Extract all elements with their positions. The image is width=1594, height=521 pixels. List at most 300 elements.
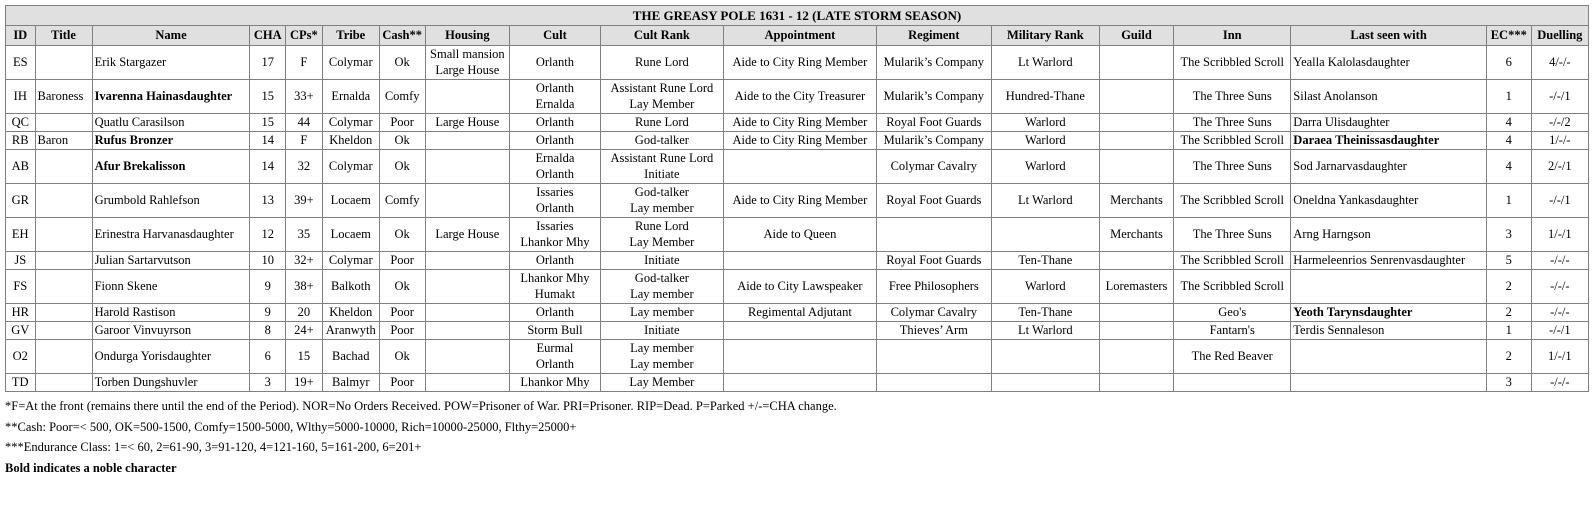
cell-name: Rufus Bronzer (92, 132, 250, 150)
cell-housing (425, 304, 510, 322)
cell-inn: Geo's (1174, 304, 1291, 322)
cell-cult-rank-line: Lay member (630, 304, 694, 319)
cell-regiment: Colymar Cavalry (876, 150, 991, 184)
table-row (6, 218, 1589, 252)
cell-cult-rank-line: Rune Lord (634, 114, 689, 129)
cell-cult-rank-line: God-talker (634, 132, 689, 147)
footnote-status: *F=At the front (remains there until the end of the Period). NOR=No Orders Received. POW=Prisoner of War. PRI=Prisoner. RIP=Dead. P=Parked +/-=CHA change. (5, 399, 837, 413)
footnote-endurance: ***Endurance Class: 1=< 60, 2=61-90, 3=91-120, 4=121-160, 5=161-200, 6=201+ (5, 440, 422, 454)
cell-title (35, 304, 92, 322)
cell-tribe: Balmyr (322, 374, 379, 392)
cell-regiment (876, 340, 991, 374)
column-header: Name (92, 26, 250, 46)
cell-cult-rank-line: Lay member (630, 356, 694, 371)
cell-ec: 4 (1486, 132, 1531, 150)
cell-id: GV (6, 322, 36, 340)
cell-cult-line: Orlanth (535, 252, 575, 267)
table-row (6, 322, 1589, 340)
cell-cult-rank (600, 184, 723, 218)
cell-military-rank: Warlord (991, 150, 1099, 184)
cell-cps: 32 (286, 150, 323, 184)
cell-military-rank: Ten-Thane (991, 252, 1099, 270)
cell-cult-line: Orlanth (535, 81, 575, 95)
cell-cha: 15 (250, 80, 286, 114)
cell-inn: The Scribbled Scroll (1174, 184, 1291, 218)
cell-cult-line: Orlanth (535, 54, 575, 69)
footnote-cash: **Cash: Poor=< 500, OK=500-1500, Comfy=1500-5000, Wlthy=5000-10000, Rich=10000-25000, Flthy=25000+ (5, 419, 577, 434)
cell-cult (510, 218, 601, 252)
cell-appointment: Aide to City Ring Member (724, 184, 877, 218)
table-title: THE GREASY POLE 1631 - 12 (LATE STORM SEASON) (6, 6, 1589, 26)
cell-guild (1099, 114, 1173, 132)
cell-id: QC (6, 114, 36, 132)
cell-name: Torben Dungshuvler (92, 374, 250, 392)
cell-guild (1099, 304, 1173, 322)
cell-last-seen: Harmeleenrios Senrenvasdaughter (1291, 252, 1487, 270)
cell-appointment: Aide to City Ring Member (724, 46, 877, 80)
cell-military-rank: Lt Warlord (991, 322, 1099, 340)
cell-duelling: -/-/1 (1531, 184, 1588, 218)
cell-tribe: Kheldon (322, 304, 379, 322)
cell-ec: 2 (1486, 304, 1531, 322)
cell-guild (1099, 80, 1173, 114)
cell-last-seen: Darra Ulisdaughter (1291, 114, 1487, 132)
cell-cult-rank (600, 270, 723, 304)
cell-cash: Poor (379, 114, 425, 132)
cell-cult (510, 304, 601, 322)
cell-name: Erinestra Harvanasdaughter (92, 218, 250, 252)
cell-duelling: -/-/- (1531, 252, 1588, 270)
cell-appointment: Regimental Adjutant (724, 304, 877, 322)
cell-title (35, 340, 92, 374)
cell-housing (425, 252, 510, 270)
cell-inn: The Scribbled Scroll (1174, 132, 1291, 150)
column-header: CHA (250, 26, 286, 46)
column-header: CPs* (286, 26, 323, 46)
cell-housing-line: Large House (435, 62, 500, 77)
cell-name: Ivarenna Hainasdaughter (92, 80, 250, 114)
column-header-row (6, 26, 1589, 46)
cell-cult-line: Ernalda (535, 96, 575, 111)
cell-id: JS (6, 252, 36, 270)
cell-inn: The Three Suns (1174, 80, 1291, 114)
cell-housing (425, 374, 510, 392)
cell-guild: Loremasters (1099, 270, 1173, 304)
cell-cha: 10 (250, 252, 286, 270)
cell-tribe: Locaem (322, 218, 379, 252)
cell-cult (510, 150, 601, 184)
cell-ec: 1 (1486, 184, 1531, 218)
cell-housing (425, 184, 510, 218)
cell-name: Harold Rastison (92, 304, 250, 322)
cell-inn: The Three Suns (1174, 150, 1291, 184)
cell-last-seen: Oneldna Yankasdaughter (1291, 184, 1487, 218)
cell-cult-rank-line: God-talker (634, 271, 689, 285)
cell-id: ES (6, 46, 36, 80)
cell-cult-line: Lhankor Mhy (520, 234, 590, 249)
table-row (6, 114, 1589, 132)
footnotes (5, 396, 1589, 478)
cell-name: Julian Sartarvutson (92, 252, 250, 270)
cell-guild (1099, 132, 1173, 150)
cell-appointment: Aide to City Lawspeaker (724, 270, 877, 304)
cell-id: IH (6, 80, 36, 114)
cell-cult-line: Ernalda (535, 151, 575, 165)
cell-cult-rank-line: Initiate (644, 322, 680, 337)
cell-title (35, 270, 92, 304)
cell-id: RB (6, 132, 36, 150)
cell-cha: 8 (250, 322, 286, 340)
cell-cult-rank (600, 304, 723, 322)
cell-cult (510, 252, 601, 270)
footnote-bold: Bold indicates a noble character (5, 460, 177, 475)
cell-cash: Poor (379, 252, 425, 270)
cell-cps: 24+ (286, 322, 323, 340)
cell-last-seen: Silast Anolanson (1291, 80, 1487, 114)
cell-regiment: Mularik’s Company (876, 46, 991, 80)
cell-tribe: Bachad (322, 340, 379, 374)
column-header: Tribe (322, 26, 379, 46)
column-header: Cult (510, 26, 601, 46)
cell-appointment: Aide to the City Treasurer (724, 80, 877, 114)
cell-cult-rank-line: Lay Member (629, 374, 695, 389)
cell-id: O2 (6, 340, 36, 374)
cell-tribe: Kheldon (322, 132, 379, 150)
cell-guild (1099, 340, 1173, 374)
cell-cult-line: Orlanth (535, 356, 575, 371)
cell-cash: Ok (379, 150, 425, 184)
cell-cult-rank-line: Lay member (630, 341, 694, 355)
cell-housing (425, 218, 510, 252)
cell-cha: 9 (250, 270, 286, 304)
cell-cult-rank-line: Rune Lord (634, 219, 689, 233)
cell-cps: 39+ (286, 184, 323, 218)
cell-last-seen: Yealla Kalolasdaughter (1291, 46, 1487, 80)
cell-military-rank (991, 374, 1099, 392)
cell-name: Garoor Vinvuyrson (92, 322, 250, 340)
cell-title: Baroness (35, 80, 92, 114)
cell-cult-rank (600, 132, 723, 150)
cell-cult (510, 322, 601, 340)
greasy-pole-document (5, 5, 1589, 478)
cell-cash: Poor (379, 322, 425, 340)
cell-last-seen (1291, 340, 1487, 374)
cell-cult (510, 270, 601, 304)
cell-title (35, 218, 92, 252)
table-row (6, 46, 1589, 80)
cell-tribe: Balkoth (322, 270, 379, 304)
cell-cps: 33+ (286, 80, 323, 114)
table-row (6, 150, 1589, 184)
cell-id: HR (6, 304, 36, 322)
cell-cult-rank (600, 150, 723, 184)
cell-cult-rank-line: Lay member (630, 286, 694, 301)
cell-inn: The Red Beaver (1174, 340, 1291, 374)
cell-inn: The Three Suns (1174, 114, 1291, 132)
cell-military-rank: Warlord (991, 114, 1099, 132)
cell-appointment (724, 150, 877, 184)
cell-appointment: Aide to City Ring Member (724, 114, 877, 132)
cell-regiment: Mularik’s Company (876, 132, 991, 150)
table-row (6, 340, 1589, 374)
cell-duelling: -/-/- (1531, 304, 1588, 322)
cell-duelling: -/-/1 (1531, 80, 1588, 114)
column-header: Cult Rank (600, 26, 723, 46)
cell-cha: 14 (250, 132, 286, 150)
cell-cult (510, 184, 601, 218)
cell-appointment (724, 322, 877, 340)
cell-appointment (724, 374, 877, 392)
cell-tribe: Ernalda (322, 80, 379, 114)
column-header: Duelling (1531, 26, 1588, 46)
cell-guild: Merchants (1099, 218, 1173, 252)
cell-name: Ondurga Yorisdaughter (92, 340, 250, 374)
column-header: Regiment (876, 26, 991, 46)
cell-inn: The Scribbled Scroll (1174, 270, 1291, 304)
cell-cha: 13 (250, 184, 286, 218)
column-header: ID (6, 26, 36, 46)
cell-cha: 3 (250, 374, 286, 392)
cell-cash: Ok (379, 340, 425, 374)
cell-ec: 4 (1486, 114, 1531, 132)
cell-duelling: -/-/- (1531, 270, 1588, 304)
cell-last-seen: Terdis Sennaleson (1291, 322, 1487, 340)
cell-regiment: Royal Foot Guards (876, 184, 991, 218)
cell-cash: Ok (379, 46, 425, 80)
cell-cult-rank-line: Lay member (630, 200, 694, 215)
cell-cha: 17 (250, 46, 286, 80)
cell-housing-line: Large House (435, 114, 500, 129)
cell-cha: 6 (250, 340, 286, 374)
cell-cult-line: Storm Bull (527, 322, 583, 337)
cell-duelling: 2/-/1 (1531, 150, 1588, 184)
table-row (6, 374, 1589, 392)
cell-cps: F (286, 132, 323, 150)
cell-regiment: Royal Foot Guards (876, 114, 991, 132)
cell-ec: 6 (1486, 46, 1531, 80)
cell-cult-line: Orlanth (535, 200, 575, 215)
cell-duelling: -/-/2 (1531, 114, 1588, 132)
cell-cult-rank (600, 374, 723, 392)
cell-cult-rank (600, 322, 723, 340)
cell-cash: Poor (379, 304, 425, 322)
cell-cult-line: Eurmal (536, 341, 574, 355)
cell-military-rank: Warlord (991, 270, 1099, 304)
cell-guild (1099, 374, 1173, 392)
cell-cult-line: Lhankor Mhy (520, 374, 590, 389)
cell-regiment: Royal Foot Guards (876, 252, 991, 270)
cell-cult-line: Orlanth (535, 166, 575, 181)
cell-guild (1099, 150, 1173, 184)
cell-military-rank (991, 218, 1099, 252)
cell-name: Erik Stargazer (92, 46, 250, 80)
cell-ec: 5 (1486, 252, 1531, 270)
cell-cult (510, 132, 601, 150)
cell-title (35, 374, 92, 392)
column-header: Last seen with (1291, 26, 1487, 46)
cell-tribe: Colymar (322, 252, 379, 270)
cell-title (35, 114, 92, 132)
cell-cult-rank (600, 114, 723, 132)
cell-id: FS (6, 270, 36, 304)
cell-regiment (876, 218, 991, 252)
cell-ec: 1 (1486, 80, 1531, 114)
cell-cha: 12 (250, 218, 286, 252)
cell-cult-rank-line: Rune Lord (634, 54, 689, 69)
cell-ec: 3 (1486, 374, 1531, 392)
table-row (6, 270, 1589, 304)
cell-housing (425, 322, 510, 340)
cell-housing (425, 150, 510, 184)
cell-title: Baron (35, 132, 92, 150)
cell-housing (425, 114, 510, 132)
cell-cult (510, 340, 601, 374)
cell-title (35, 322, 92, 340)
cell-name: Quatlu Carasilson (92, 114, 250, 132)
cell-military-rank: Ten-Thane (991, 304, 1099, 322)
cell-housing-line: Large House (435, 226, 500, 241)
cell-cps: 20 (286, 304, 323, 322)
cell-last-seen: Yeoth Tarynsdaughter (1291, 304, 1487, 322)
cell-cult-rank-line: Initiate (644, 166, 680, 181)
table-row (6, 304, 1589, 322)
cell-cult-rank-line: Lay Member (629, 96, 695, 111)
cell-regiment: Mularik’s Company (876, 80, 991, 114)
cell-cult-line: Orlanth (535, 304, 575, 319)
cell-last-seen: Arng Harngson (1291, 218, 1487, 252)
cell-appointment (724, 340, 877, 374)
table-body (6, 46, 1589, 392)
cell-cult-rank (600, 252, 723, 270)
cell-cps: 35 (286, 218, 323, 252)
cell-last-seen (1291, 270, 1487, 304)
cell-housing (425, 132, 510, 150)
cell-tribe: Locaem (322, 184, 379, 218)
cell-cult (510, 374, 601, 392)
cell-tribe: Colymar (322, 150, 379, 184)
cell-tribe: Aranwyth (322, 322, 379, 340)
cell-id: GR (6, 184, 36, 218)
cell-inn: The Scribbled Scroll (1174, 252, 1291, 270)
table-row (6, 132, 1589, 150)
cell-cps: 32+ (286, 252, 323, 270)
cell-housing (425, 270, 510, 304)
greasy-pole-table (5, 5, 1589, 392)
cell-guild (1099, 252, 1173, 270)
cell-cps: 44 (286, 114, 323, 132)
cell-ec: 1 (1486, 322, 1531, 340)
cell-regiment (876, 374, 991, 392)
cell-ec: 3 (1486, 218, 1531, 252)
cell-last-seen (1291, 374, 1487, 392)
cell-ec: 2 (1486, 270, 1531, 304)
cell-cult (510, 80, 601, 114)
cell-title (35, 184, 92, 218)
cell-cult-rank-line: Lay Member (629, 234, 695, 249)
cell-military-rank: Warlord (991, 132, 1099, 150)
cell-cult-rank-line: Initiate (644, 252, 680, 267)
cell-id: EH (6, 218, 36, 252)
cell-cult (510, 114, 601, 132)
cell-name: Fionn Skene (92, 270, 250, 304)
cell-military-rank: Hundred-Thane (991, 80, 1099, 114)
cell-cult (510, 46, 601, 80)
cell-regiment: Colymar Cavalry (876, 304, 991, 322)
cell-last-seen: Sod Jarnarvasdaughter (1291, 150, 1487, 184)
cell-name: Afur Brekalisson (92, 150, 250, 184)
cell-military-rank: Lt Warlord (991, 184, 1099, 218)
cell-cash: Ok (379, 218, 425, 252)
cell-title (35, 150, 92, 184)
cell-title (35, 252, 92, 270)
cell-guild (1099, 322, 1173, 340)
cell-inn (1174, 374, 1291, 392)
cell-cult-line: Issaries (536, 185, 574, 199)
cell-cash: Poor (379, 374, 425, 392)
cell-duelling: -/-/1 (1531, 322, 1588, 340)
cell-cult-line: Issaries (536, 219, 574, 233)
cell-last-seen: Daraea Theinissasdaughter (1291, 132, 1487, 150)
cell-housing (425, 340, 510, 374)
cell-cha: 14 (250, 150, 286, 184)
column-header: EC*** (1486, 26, 1531, 46)
column-header: Appointment (724, 26, 877, 46)
cell-military-rank: Lt Warlord (991, 46, 1099, 80)
cell-cult-rank (600, 80, 723, 114)
cell-guild: Merchants (1099, 184, 1173, 218)
cell-regiment: Thieves’ Arm (876, 322, 991, 340)
cell-cha: 9 (250, 304, 286, 322)
column-header: Military Rank (991, 26, 1099, 46)
cell-id: AB (6, 150, 36, 184)
cell-cps: F (286, 46, 323, 80)
cell-duelling: 4/-/- (1531, 46, 1588, 80)
cell-cash: Ok (379, 132, 425, 150)
cell-appointment: Aide to Queen (724, 218, 877, 252)
cell-tribe: Colymar (322, 114, 379, 132)
cell-ec: 2 (1486, 340, 1531, 374)
cell-cult-rank-line: Assistant Rune Lord (610, 151, 714, 165)
cell-cult-line: Orlanth (535, 132, 575, 147)
column-header: Inn (1174, 26, 1291, 46)
cell-title (35, 46, 92, 80)
cell-inn: Fantarn's (1174, 322, 1291, 340)
cell-duelling: 1/-/1 (1531, 340, 1588, 374)
cell-duelling: 1/-/- (1531, 132, 1588, 150)
cell-cash: Comfy (379, 80, 425, 114)
cell-appointment: Aide to City Ring Member (724, 132, 877, 150)
column-header: Cash** (379, 26, 425, 46)
cell-housing (425, 46, 510, 80)
cell-cult-line: Humakt (534, 286, 576, 301)
cell-cps: 19+ (286, 374, 323, 392)
cell-inn: The Scribbled Scroll (1174, 46, 1291, 80)
cell-duelling: 1/-/1 (1531, 218, 1588, 252)
column-header: Title (35, 26, 92, 46)
cell-id: TD (6, 374, 36, 392)
cell-military-rank (991, 340, 1099, 374)
cell-cps: 15 (286, 340, 323, 374)
cell-cult-rank (600, 46, 723, 80)
cell-guild (1099, 46, 1173, 80)
cell-inn: The Three Suns (1174, 218, 1291, 252)
column-header: Guild (1099, 26, 1173, 46)
cell-regiment: Free Philosophers (876, 270, 991, 304)
cell-tribe: Colymar (322, 46, 379, 80)
cell-ec: 4 (1486, 150, 1531, 184)
cell-cult-rank-line: God-talker (634, 185, 689, 199)
cell-cult-line: Orlanth (535, 114, 575, 129)
